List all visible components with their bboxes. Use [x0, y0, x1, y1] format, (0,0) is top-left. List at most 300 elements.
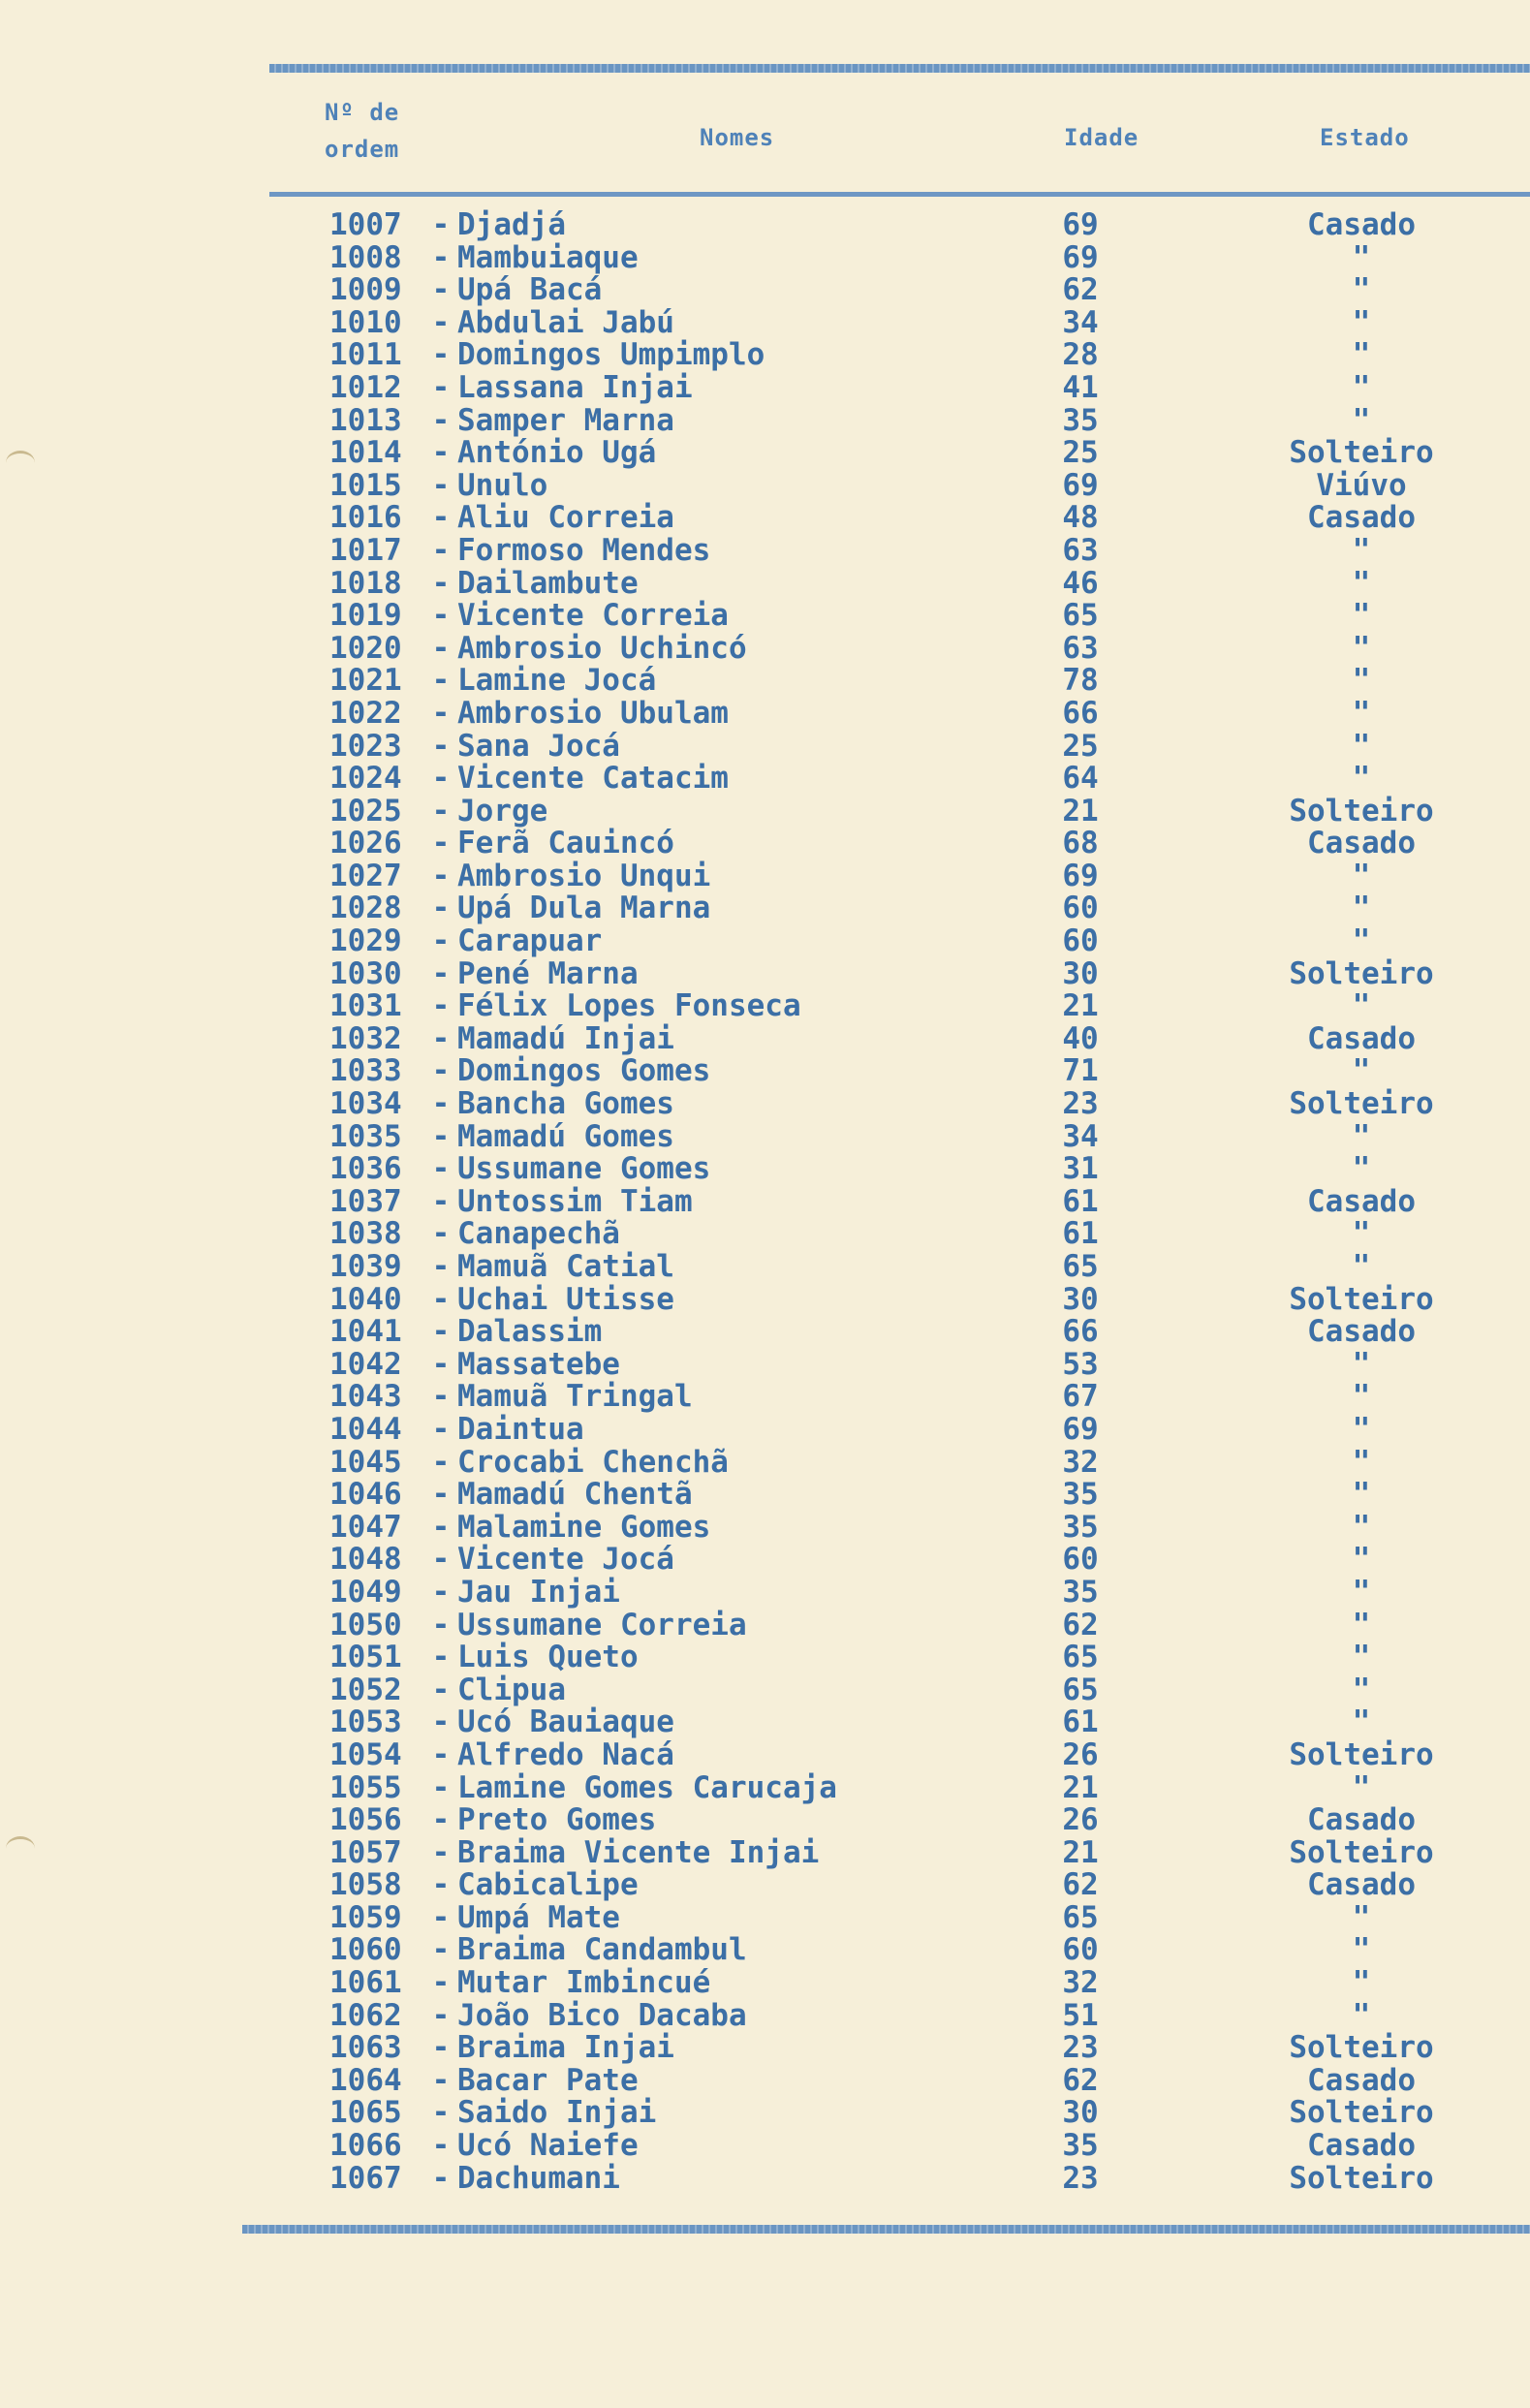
- table-row: [0, 955, 1530, 991]
- person-name: Ussumane Gomes: [457, 1151, 711, 1187]
- person-age: 68: [1062, 826, 1099, 861]
- marital-status: Solteiro: [1289, 435, 1434, 471]
- marital-status: ": [1352, 369, 1371, 405]
- marital-status: ": [1352, 695, 1371, 731]
- person-age: 78: [1062, 663, 1099, 699]
- order-number: 1039: [329, 1249, 402, 1284]
- marital-status: ": [1352, 337, 1371, 373]
- person-age: 65: [1062, 1672, 1099, 1707]
- header-names: Nomes: [700, 124, 775, 151]
- table-row: [0, 1934, 1530, 1967]
- person-name: Ferã Cauincó: [457, 826, 674, 861]
- table-row: [0, 402, 1530, 438]
- person-name: Mamadú Injai: [457, 1020, 674, 1056]
- row-dash: -: [431, 2095, 451, 2131]
- row-dash: -: [431, 1932, 451, 1968]
- person-age: 61: [1062, 1216, 1099, 1252]
- person-name: Jau Injai: [457, 1574, 620, 1610]
- table-row: [0, 239, 1530, 275]
- person-age: 66: [1062, 695, 1099, 731]
- order-number: 1010: [329, 304, 402, 340]
- order-number: 1049: [329, 1574, 402, 1610]
- person-age: 69: [1062, 1411, 1099, 1447]
- person-name: Luis Queto: [457, 1640, 639, 1675]
- person-age: 64: [1062, 761, 1099, 797]
- table-row: [0, 467, 1530, 503]
- table-row: [0, 1804, 1530, 1837]
- marital-status: ": [1352, 891, 1371, 926]
- row-dash: -: [431, 500, 451, 536]
- marital-status: ": [1352, 761, 1371, 797]
- table-row: [0, 1834, 1530, 1870]
- order-number: 1019: [329, 598, 402, 634]
- marital-status: Casado: [1307, 2128, 1416, 2164]
- row-dash: -: [431, 1379, 451, 1415]
- person-name: Ambrosio Unqui: [457, 858, 711, 893]
- marital-status: Solteiro: [1289, 2095, 1434, 2131]
- order-number: 1030: [329, 955, 402, 991]
- table-row: [0, 1899, 1530, 1935]
- marital-status: ": [1352, 1704, 1371, 1740]
- person-age: 60: [1062, 891, 1099, 926]
- order-number: 1008: [329, 239, 402, 275]
- person-age: 62: [1062, 2062, 1099, 2098]
- marital-status: ": [1352, 1932, 1371, 1968]
- table-row: [0, 828, 1530, 860]
- person-age: 67: [1062, 1379, 1099, 1415]
- person-name: Carapuar: [457, 923, 603, 959]
- marital-status: ": [1352, 1574, 1371, 1610]
- person-age: 23: [1062, 1086, 1099, 1122]
- person-age: 21: [1062, 1834, 1099, 1870]
- marital-status: ": [1352, 598, 1371, 634]
- person-name: Ambrosio Uchincó: [457, 630, 747, 666]
- order-number: 1044: [329, 1411, 402, 1447]
- order-number: 1042: [329, 1346, 402, 1382]
- marital-status: ": [1352, 663, 1371, 699]
- table-row: [0, 1736, 1530, 1772]
- person-name: Mamuã Catial: [457, 1249, 674, 1284]
- row-dash: -: [431, 467, 451, 503]
- table-row: [0, 1153, 1530, 1186]
- row-dash: -: [431, 532, 451, 568]
- person-name: Umpá Mate: [457, 1899, 620, 1935]
- person-age: 35: [1062, 1477, 1099, 1513]
- marital-status: Solteiro: [1289, 955, 1434, 991]
- header-age: Idade: [1064, 124, 1140, 151]
- order-number: 1058: [329, 1867, 402, 1903]
- order-number: 1031: [329, 988, 402, 1024]
- order-number: 1007: [329, 207, 402, 242]
- marital-status: ": [1352, 1249, 1371, 1284]
- table-row: [0, 1381, 1530, 1414]
- order-number: 1056: [329, 1802, 402, 1838]
- person-name: Lassana Injai: [457, 369, 693, 405]
- person-age: 69: [1062, 858, 1099, 893]
- person-name: Massatebe: [457, 1346, 620, 1382]
- order-number: 1017: [329, 532, 402, 568]
- row-dash: -: [431, 1151, 451, 1187]
- row-dash: -: [431, 1834, 451, 1870]
- order-number: 1021: [329, 663, 402, 699]
- person-age: 60: [1062, 1542, 1099, 1578]
- person-age: 65: [1062, 1640, 1099, 1675]
- marital-status: ": [1352, 1216, 1371, 1252]
- marital-status: Solteiro: [1289, 793, 1434, 829]
- marital-status: ": [1352, 1899, 1371, 1935]
- marital-status: ": [1352, 1607, 1371, 1642]
- row-dash: -: [431, 1216, 451, 1252]
- table-row: [0, 1509, 1530, 1545]
- marital-status: ": [1352, 1672, 1371, 1707]
- row-dash: -: [431, 207, 451, 242]
- marital-status: Solteiro: [1289, 1834, 1434, 1870]
- row-dash: -: [431, 728, 451, 764]
- person-age: 60: [1062, 1932, 1099, 1968]
- order-number: 1040: [329, 1281, 402, 1317]
- table-row: [0, 1574, 1530, 1610]
- marital-status: ": [1352, 1379, 1371, 1415]
- marital-status: ": [1352, 728, 1371, 764]
- order-number: 1054: [329, 1736, 402, 1772]
- order-number: 1052: [329, 1672, 402, 1707]
- order-number: 1038: [329, 1216, 402, 1252]
- person-name: Clipua: [457, 1672, 566, 1707]
- person-name: Lamine Gomes Carucaja: [457, 1769, 837, 1805]
- person-name: Domingos Gomes: [457, 1053, 711, 1089]
- row-dash: -: [431, 1281, 451, 1317]
- row-dash: -: [431, 1997, 451, 2033]
- person-name: Vicente Catacim: [457, 761, 729, 797]
- marital-status: ": [1352, 988, 1371, 1024]
- table-row: [0, 600, 1530, 633]
- row-dash: -: [431, 1607, 451, 1642]
- person-name: Vicente Jocá: [457, 1542, 674, 1578]
- person-name: Bancha Gomes: [457, 1086, 674, 1122]
- row-dash: -: [431, 1867, 451, 1903]
- person-age: 40: [1062, 1020, 1099, 1056]
- order-number: 1034: [329, 1086, 402, 1122]
- person-name: Formoso Mendes: [457, 532, 711, 568]
- row-dash: -: [431, 1802, 451, 1838]
- order-number: 1057: [329, 1834, 402, 1870]
- order-number: 1046: [329, 1477, 402, 1513]
- row-dash: -: [431, 1899, 451, 1935]
- person-age: 65: [1062, 1249, 1099, 1284]
- person-name: Djadjá: [457, 207, 566, 242]
- marital-status: ": [1352, 1509, 1371, 1545]
- person-name: Preto Gomes: [457, 1802, 657, 1838]
- person-name: Abdulai Jabú: [457, 304, 674, 340]
- order-number: 1023: [329, 728, 402, 764]
- person-age: 71: [1062, 1053, 1099, 1089]
- row-dash: -: [431, 761, 451, 797]
- person-age: 69: [1062, 207, 1099, 242]
- order-number: 1047: [329, 1509, 402, 1545]
- order-number: 1063: [329, 2030, 402, 2066]
- person-age: 48: [1062, 500, 1099, 536]
- person-name: Félix Lopes Fonseca: [457, 988, 801, 1024]
- marital-status: ": [1352, 1444, 1371, 1480]
- table-row: [0, 1479, 1530, 1512]
- row-dash: -: [431, 1444, 451, 1480]
- person-name: Alfredo Nacá: [457, 1736, 674, 1772]
- person-name: Ambrosio Ubulam: [457, 695, 729, 731]
- marital-status: ": [1352, 1965, 1371, 2001]
- row-dash: -: [431, 565, 451, 601]
- row-dash: -: [431, 402, 451, 438]
- order-number: 1066: [329, 2128, 402, 2164]
- table-row: [0, 2130, 1530, 2163]
- person-age: 35: [1062, 1574, 1099, 1610]
- row-dash: -: [431, 1477, 451, 1513]
- order-number: 1065: [329, 2095, 402, 2131]
- person-age: 23: [1062, 2030, 1099, 2066]
- person-name: Ussumane Correia: [457, 1607, 747, 1642]
- order-number: 1014: [329, 435, 402, 471]
- order-number: 1016: [329, 500, 402, 536]
- marital-status: ": [1352, 239, 1371, 275]
- row-dash: -: [431, 1314, 451, 1350]
- person-name: Domingos Umpimplo: [457, 337, 765, 373]
- order-number: 1012: [329, 369, 402, 405]
- person-name: Uchai Utisse: [457, 1281, 674, 1317]
- table-row: [0, 1444, 1530, 1480]
- person-name: Canapechã: [457, 1216, 620, 1252]
- marital-status: Solteiro: [1289, 1281, 1434, 1317]
- table-row: [0, 565, 1530, 601]
- row-dash: -: [431, 1672, 451, 1707]
- order-number: 1036: [329, 1151, 402, 1187]
- person-name: António Ugá: [457, 435, 657, 471]
- person-age: 26: [1062, 1802, 1099, 1838]
- person-age: 41: [1062, 369, 1099, 405]
- person-age: 61: [1062, 1183, 1099, 1219]
- order-number: 1045: [329, 1444, 402, 1480]
- table-row: [0, 532, 1530, 568]
- table-row: [0, 1251, 1530, 1284]
- order-number: 1048: [329, 1542, 402, 1578]
- header-rule: [269, 192, 1530, 197]
- table-row: [0, 763, 1530, 796]
- person-age: 61: [1062, 1704, 1099, 1740]
- person-age: 21: [1062, 1769, 1099, 1805]
- marital-status: Casado: [1307, 1183, 1416, 1219]
- person-age: 34: [1062, 1118, 1099, 1154]
- order-number: 1024: [329, 761, 402, 797]
- person-age: 35: [1062, 1509, 1099, 1545]
- marital-status: Casado: [1307, 1020, 1416, 1056]
- row-dash: -: [431, 2160, 451, 2196]
- row-dash: -: [431, 891, 451, 926]
- person-name: Dailambute: [457, 565, 639, 601]
- table-row: [0, 793, 1530, 829]
- order-number: 1060: [329, 1932, 402, 1968]
- order-number: 1035: [329, 1118, 402, 1154]
- person-name: Ucó Bauiaque: [457, 1704, 674, 1740]
- person-name: Sana Jocá: [457, 728, 620, 764]
- table-row: [0, 304, 1530, 340]
- person-name: Bacar Pate: [457, 2062, 639, 2098]
- row-dash: -: [431, 1509, 451, 1545]
- person-name: Ucó Naiefe: [457, 2128, 639, 2164]
- person-age: 30: [1062, 955, 1099, 991]
- marital-status: Solteiro: [1289, 2160, 1434, 2196]
- marital-status: Solteiro: [1289, 1086, 1434, 1122]
- table-row: [0, 274, 1530, 307]
- table-row: [0, 339, 1530, 372]
- marital-status: ": [1352, 1640, 1371, 1675]
- person-age: 63: [1062, 630, 1099, 666]
- person-name: Daintua: [457, 1411, 584, 1447]
- row-dash: -: [431, 598, 451, 634]
- person-age: 65: [1062, 598, 1099, 634]
- person-age: 53: [1062, 1346, 1099, 1382]
- order-number: 1026: [329, 826, 402, 861]
- order-number: 1025: [329, 793, 402, 829]
- row-dash: -: [431, 695, 451, 731]
- row-dash: -: [431, 239, 451, 275]
- row-dash: -: [431, 2062, 451, 2098]
- table-row: [0, 1088, 1530, 1121]
- order-number: 1029: [329, 923, 402, 959]
- header-order-line2: ordem: [325, 136, 400, 163]
- table-row: [0, 502, 1530, 535]
- row-dash: -: [431, 793, 451, 829]
- table-row: [0, 1118, 1530, 1154]
- row-dash: -: [431, 1053, 451, 1089]
- marital-status: ": [1352, 1118, 1371, 1154]
- table-row: [0, 437, 1530, 470]
- table-row: [0, 860, 1530, 893]
- marital-status: ": [1352, 1477, 1371, 1513]
- person-age: 63: [1062, 532, 1099, 568]
- order-number: 1022: [329, 695, 402, 731]
- marital-status: Casado: [1307, 207, 1416, 242]
- order-number: 1043: [329, 1379, 402, 1415]
- header-order-line1: Nº de: [325, 99, 400, 126]
- marital-status: ": [1352, 1053, 1371, 1089]
- marital-status: ": [1352, 272, 1371, 308]
- person-age: 30: [1062, 2095, 1099, 2131]
- header-state: Estado: [1320, 124, 1410, 151]
- marital-status: ": [1352, 858, 1371, 893]
- order-number: 1037: [329, 1183, 402, 1219]
- row-dash: -: [431, 1704, 451, 1740]
- table-row: [0, 1869, 1530, 1902]
- order-number: 1067: [329, 2160, 402, 2196]
- order-number: 1011: [329, 337, 402, 373]
- row-dash: -: [431, 1249, 451, 1284]
- person-name: Lamine Jocá: [457, 663, 657, 699]
- row-dash: -: [431, 1118, 451, 1154]
- row-dash: -: [431, 1020, 451, 1056]
- table-row: [0, 2032, 1530, 2065]
- order-number: 1020: [329, 630, 402, 666]
- table-row: [0, 1281, 1530, 1317]
- person-age: 31: [1062, 1151, 1099, 1187]
- marital-status: Solteiro: [1289, 1736, 1434, 1772]
- row-dash: -: [431, 1736, 451, 1772]
- table-row: [0, 1967, 1530, 2000]
- person-name: Malamine Gomes: [457, 1509, 711, 1545]
- table-row: [0, 695, 1530, 731]
- table-row: [0, 2062, 1530, 2098]
- table-row: [0, 1607, 1530, 1642]
- person-age: 32: [1062, 1444, 1099, 1480]
- table-row: [0, 925, 1530, 958]
- table-row: [0, 1544, 1530, 1577]
- row-dash: -: [431, 826, 451, 861]
- person-name: João Bico Dacaba: [457, 1997, 747, 2033]
- row-dash: -: [431, 1346, 451, 1382]
- person-name: Mamadú Gomes: [457, 1118, 674, 1154]
- table-row: [0, 1055, 1530, 1088]
- person-name: Mambuiaque: [457, 239, 639, 275]
- person-age: 35: [1062, 2128, 1099, 2164]
- person-name: Samper Marna: [457, 402, 674, 438]
- row-dash: -: [431, 1574, 451, 1610]
- order-number: 1033: [329, 1053, 402, 1089]
- person-age: 32: [1062, 1965, 1099, 2001]
- person-age: 62: [1062, 1867, 1099, 1903]
- person-age: 69: [1062, 467, 1099, 503]
- person-name: Cabicalipe: [457, 1867, 639, 1903]
- row-dash: -: [431, 1640, 451, 1675]
- person-name: Upá Dula Marna: [457, 891, 711, 926]
- row-dash: -: [431, 988, 451, 1024]
- person-name: Untossim Tiam: [457, 1183, 693, 1219]
- row-dash: -: [431, 272, 451, 308]
- person-name: Dachumani: [457, 2160, 620, 2196]
- person-name: Aliu Correia: [457, 500, 674, 536]
- row-dash: -: [431, 337, 451, 373]
- person-age: 66: [1062, 1314, 1099, 1350]
- row-dash: -: [431, 1542, 451, 1578]
- row-dash: -: [431, 304, 451, 340]
- order-number: 1051: [329, 1640, 402, 1675]
- marital-status: ": [1352, 532, 1371, 568]
- marital-status: ": [1352, 1769, 1371, 1805]
- order-number: 1041: [329, 1314, 402, 1350]
- order-number: 1061: [329, 1965, 402, 2001]
- person-age: 34: [1062, 304, 1099, 340]
- person-age: 62: [1062, 1607, 1099, 1642]
- marital-status: ": [1352, 1346, 1371, 1382]
- person-age: 62: [1062, 272, 1099, 308]
- person-age: 46: [1062, 565, 1099, 601]
- order-number: 1032: [329, 1020, 402, 1056]
- order-number: 1062: [329, 1997, 402, 2033]
- marital-status: ": [1352, 1411, 1371, 1447]
- table-row: [0, 1183, 1530, 1219]
- marital-status: ": [1352, 1542, 1371, 1578]
- marital-status: ": [1352, 1997, 1371, 2033]
- table-row: [0, 2097, 1530, 2130]
- person-name: Jorge: [457, 793, 548, 829]
- row-dash: -: [431, 1086, 451, 1122]
- table-row: [0, 1997, 1530, 2033]
- person-age: 28: [1062, 337, 1099, 373]
- person-name: Braima Injai: [457, 2030, 674, 2066]
- marital-status: Casado: [1307, 1867, 1416, 1903]
- table-row: [0, 1346, 1530, 1382]
- person-age: 26: [1062, 1736, 1099, 1772]
- register-table: [0, 209, 1530, 2195]
- marital-status: Casado: [1307, 1802, 1416, 1838]
- row-dash: -: [431, 435, 451, 471]
- marital-status: Casado: [1307, 826, 1416, 861]
